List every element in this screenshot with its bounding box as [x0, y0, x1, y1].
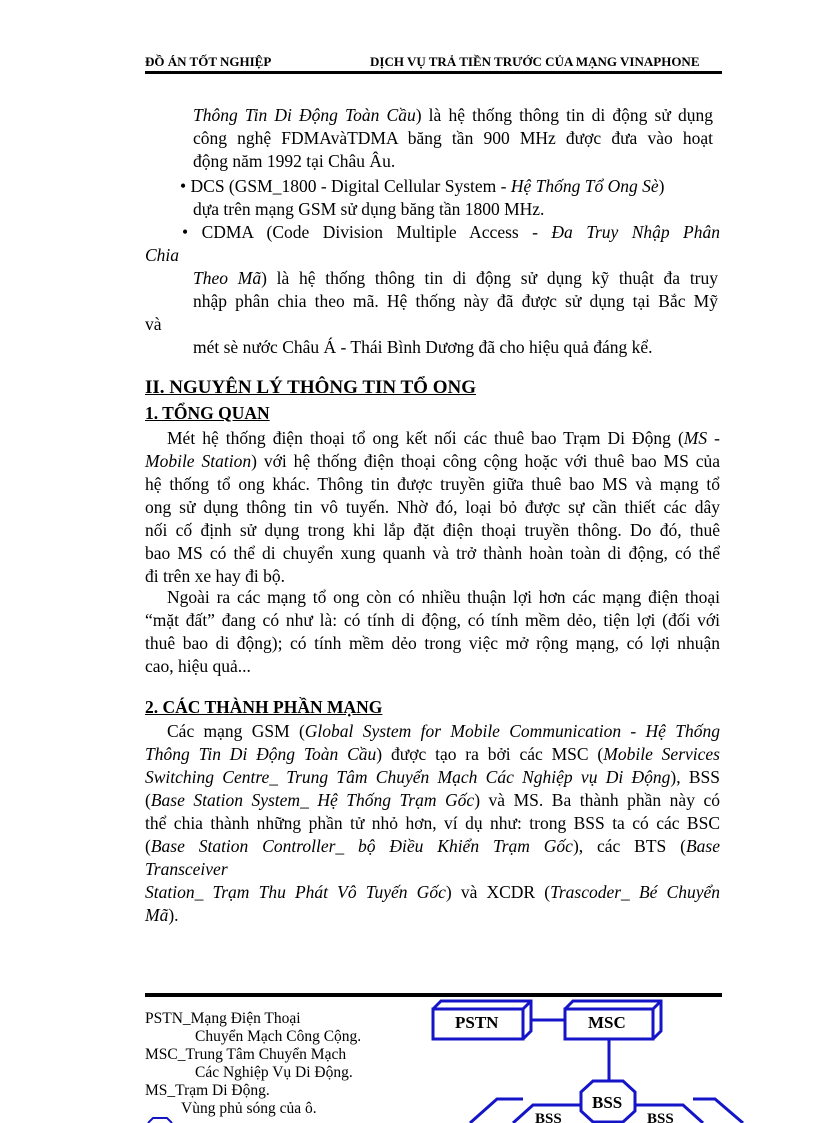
bss-right-label: BSS: [647, 1111, 674, 1123]
section-heading: II. NGUYÊN LÝ THÔNG TIN TỔ ONG: [145, 377, 476, 398]
subsection-heading-overview: 1. TỔNG QUAN: [145, 403, 270, 423]
header-rule: [145, 71, 722, 74]
bullet-icon: •: [180, 176, 187, 196]
gsm-continuation: Thông Tin Di Động Toàn Cầu) là hệ thống thông tin di động sử dụng công nghệ FDMAvàTDMA băng tần 900 MHz được đưa vào hoạt động năm 1992 tại Châu Âu.: [193, 105, 713, 171]
msc-label: MSC: [588, 1013, 626, 1032]
overview-paragraph-2: Ngoài ra các mạng tổ ong còn có nhiều thuận lợi hơn các mạng điện thoại “mặt đất” đang có như là: có tính di động, có tính mềm dẻo, tiện lợi (đối với thuê bao di động); có tính mềm dẻo trong việc mở rộng mạng, có lợi nhuận cao, hiệu quả...: [145, 587, 720, 676]
dcs-bullet-item: • DCS (GSM_1800 - Digital Cellular System - Hệ Thống Tổ Ong Sè) dựa trên mạng GSM sử dụng băng tần 1800 MHz.: [180, 176, 665, 219]
network-diagram: [425, 995, 745, 1123]
bss-center-label: BSS: [592, 1093, 623, 1112]
bullet-icon: •: [182, 222, 189, 242]
pstn-label: PSTN: [455, 1013, 499, 1032]
header-title-left: ĐỒ ÁN TỐT NGHIỆP: [145, 54, 272, 69]
subsection-heading-components: 2. CÁC THÀNH PHẦN MẠNG: [145, 697, 383, 717]
cell-legend-icon: [145, 1117, 175, 1123]
figure-legend: PSTN_Mạng Điện Thoại Chuyển Mạch Công Cộng. MSC_Trung Tâm Chuyển Mạch Các Nghiệp Vụ Di Động. MS_Trạm Di Động. Vùng phủ sóng của ô.: [145, 1010, 362, 1117]
bss-left-label: BSS: [535, 1111, 562, 1123]
components-paragraph: Các mạng GSM (Global System for Mobile Communication - Hệ Thống Thông Tin Di Động Toàn Cầu) được tạo ra bởi các MSC (Mobile Services Switching Centre_ Trung Tâm Chuyển Mạch Các Nghiệp vụ Di Động), BSS (Base Station System_ Hệ Thống Trạm Gốc) và MS. Ba thành phần này có thể chia thành những phần tử nhỏ hơn, ví dụ như: trong BSS ta có các BSC (Base Station Controller_ bộ Điều Khiển Trạm Gốc), các BTS (Base Transceiver Station_ Trạm Thu Phát Vô Tuyến Gốc) và XCDR (Trascoder_ Bé Chuyển Mã).: [145, 721, 721, 925]
cdma-bullet-item: • CDMA (Code Division Multiple Access - Đa Truy Nhập Phân Chia Theo Mã) là hệ thống thông tin di động sử dụng kỹ thuật đa truy nhập phân chia theo mã. Hệ thống này đã được sử dụng tại Bắc Mỹ và mét sè nước Châu Á - Thái Bình Dương đã cho hiệu quả đáng kể.: [145, 222, 720, 357]
header-title-right: DỊCH VỤ TRẢ TIỀN TRƯỚC CỦA MẠNG VINAPHONE: [370, 54, 700, 69]
overview-paragraph-1: Mét hệ thống điện thoại tổ ong kết nối các thuê bao Trạm Di Động (MS - Mobile Station) với hệ thống điện thoại công cộng hoặc với thuê bao MS của hệ thống tổ ong khác. Thông tin được truyền giữa thuê bao MS và mạng tổ ong sử dụng thông tin vô tuyến. Nhờ đó, loại bỏ được sự cần thiết các dây nối cố định sử dụng trong khi lắp đặt điện thoại truyền thông. Do đó, thuê bao MS có thể di chuyển xung quanh và trở thành hoàn toàn di động, có thể đi trên xe hay đi bộ.: [145, 428, 721, 586]
